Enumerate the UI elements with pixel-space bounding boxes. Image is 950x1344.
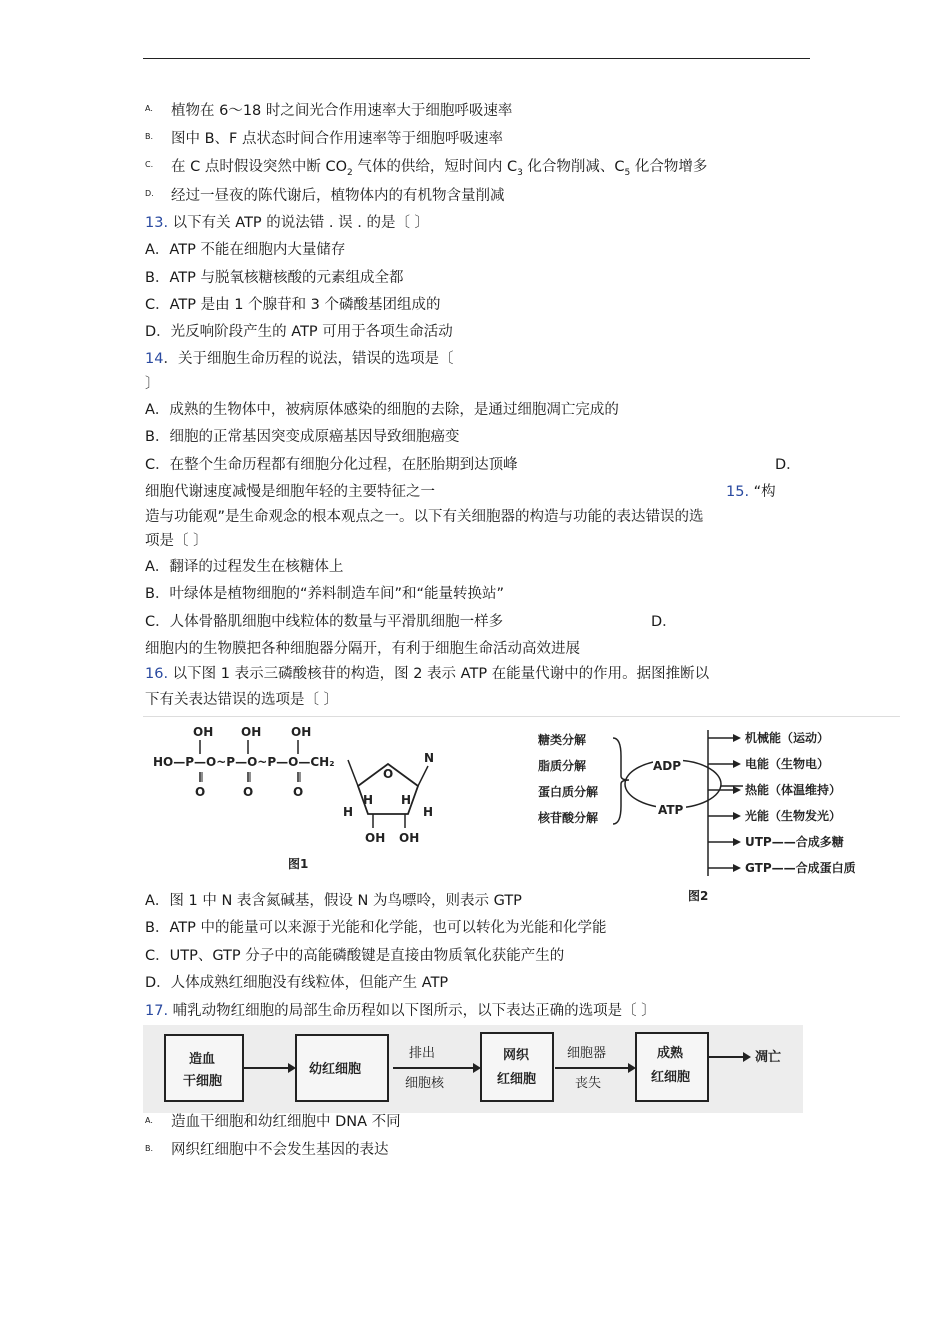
fig1-ring-o: O: [383, 767, 394, 781]
fig1-base-n: N: [424, 751, 435, 765]
flow-box4-line2: 红细胞: [651, 1070, 691, 1085]
fig2-use-4: 光能（生物发光）: [745, 809, 842, 823]
flow-arrow2-line2: 丧失: [575, 1076, 602, 1091]
fig2-caption: 图2: [688, 889, 709, 903]
fig2-use-3: 热能（体温维持）: [745, 783, 842, 797]
q16-option-a: A．图 1 中 N 表含氮碱基，假设 N 为鸟嘌呤，则表示 GTP: [145, 891, 528, 911]
q16-option-b: B．ATP 中的能量可以来源于光能和化学能，也可以转化为光能和化学能: [145, 920, 607, 936]
fig1-h-2: H: [401, 793, 412, 807]
q17-option-a-letter: A.: [145, 1116, 153, 1125]
fig2-use-6: GTP——合成蛋白质: [745, 861, 856, 875]
flow-box3-line2: 红细胞: [497, 1072, 537, 1087]
fig1-oh-3: OH: [291, 725, 312, 739]
q12-option-d-letter: D.: [145, 189, 154, 198]
q14-option-c: C．在整个生命历程都有细胞分化过程，在胚胎期到达顶峰: [145, 457, 518, 473]
q15-option-c: C．人体骨骼肌细胞中线粒体的数量与平滑肌细胞一样多: [145, 614, 504, 630]
q15-stem-end: 项是〔 〕: [145, 533, 208, 549]
q13-option-a: A．ATP 不能在细胞内大量储存: [145, 242, 346, 258]
fig2-source-2: 脂质分解: [538, 759, 587, 773]
q15-option-b: B．叶绿体是植物细胞的“养料制造车间”和“能量转换站”: [145, 586, 504, 602]
flow-arrow2-line1: 细胞器: [567, 1046, 607, 1061]
fig1-h-1: H: [363, 793, 374, 807]
fig2-atp: ATP: [658, 803, 684, 817]
q16-stem-2: 下有关表达错误的选项是〔 〕: [145, 692, 339, 708]
flow-arrow1-line1: 排出: [409, 1046, 436, 1061]
flow-box3-line1: 网织: [503, 1048, 530, 1063]
fig1-oh-bottom-2: OH: [399, 831, 420, 845]
fig2-use-5: UTP——合成多糖: [745, 835, 844, 849]
q17-stem: 17. 哺乳动物红细胞的局部生命历程如以下图所示，以下表达正确的选项是〔 〕: [145, 1003, 656, 1019]
flow-arrow1-line2: 细胞核: [405, 1076, 445, 1091]
fig2-use-2: 电能（生物电）: [745, 757, 830, 771]
q12-option-b: 图中 B、F 点状态时间合作用速率等于细胞呼吸速率: [171, 131, 504, 147]
q14-option-d: 细胞代谢速度减慢是细胞年轻的主要特征之一: [145, 484, 435, 500]
q14-stem-close: 〕: [145, 376, 160, 392]
fig1-o-2: O: [243, 785, 254, 799]
fig1-o-3: O: [293, 785, 304, 799]
q13-option-b: B．ATP 与脱氧核糖核酸的元素组成全都: [145, 270, 404, 286]
flow-box1-line2: 干细胞: [183, 1074, 223, 1089]
flow-end: 凋亡: [755, 1050, 782, 1065]
q12-option-c: 在 C 点时假设突然中断 $CO_2$ 气体的供给，短时间内 $C_3$ 化合物削减、$C_5$ 化合物增多: [171, 159, 708, 178]
fig2-arrows: [708, 734, 741, 872]
flow-box4-line1: 成熟: [657, 1046, 684, 1061]
fig1-oh-1: OH: [193, 725, 214, 739]
q14-option-d-letter: D．: [775, 457, 801, 473]
fig1-h-3: H: [343, 805, 354, 819]
q12-option-b-letter: B.: [145, 132, 154, 141]
fig1-o-1: O: [195, 785, 206, 799]
q14-option-a: A．成熟的生物体中，被病原体感染的细胞的去除，是通过细胞凋亡完成的: [145, 402, 619, 418]
fig1-phosphate-chain: HO—P—O~P—O~P—O—CH₂: [153, 755, 335, 769]
q12-option-a-letter: A.: [145, 104, 153, 113]
q15-option-a: A．翻译的过程发生在核糖体上: [145, 559, 344, 575]
q15-option-d: 细胞内的生物膜把各种细胞器分隔开，有利于细胞生命活动高效进展: [145, 641, 580, 657]
q13-option-d: D．光反响阶段产生的 ATP 可用于各项生命活动: [145, 324, 453, 340]
fig2-source-3: 蛋白质分解: [538, 785, 599, 799]
q16-stem: 16. 以下图 1 表示三磷酸核苷的构造，图 2 表示 ATP 在能量代谢中的作用。据图推断以: [145, 666, 710, 682]
q14-stem: 14．关于细胞生命历程的说法，错误的选项是〔: [145, 351, 454, 367]
q17-flow-figure: [143, 1025, 803, 1113]
fig2-use-1: 机械能（运动）: [745, 731, 830, 745]
fig1-h-4: H: [423, 805, 434, 819]
q13-option-c: C．ATP 是由 1 个腺苷和 3 个磷酸基团组成的: [145, 297, 441, 313]
fig1-oh-bottom-1: OH: [365, 831, 386, 845]
q17-option-b: 网织红细胞中不会发生基因的表达: [171, 1142, 389, 1158]
fig2-source-4: 核苷酸分解: [538, 811, 599, 825]
fig1-oh-2: OH: [241, 725, 262, 739]
q13-stem: 13. 以下有关 ATP 的说法错 . 误 . 的是〔 〕: [145, 215, 430, 231]
q17-option-a: 造血干细胞和幼红细胞中 DNA 不同: [171, 1114, 401, 1130]
flow-box1-line1: 造血: [189, 1052, 216, 1067]
q12-option-a: 植物在 6～18 时之间光合作用速率大于细胞呼吸速率: [171, 103, 513, 119]
fig1-structure: [153, 725, 434, 871]
q16-option-c: C．UTP、GTP 分子中的高能磷酸键是直接由物质氧化获能产生的: [145, 948, 565, 964]
header-rule: [143, 58, 810, 59]
q15-stem-start: 15. “构: [726, 484, 776, 500]
q16-figure: [143, 716, 900, 906]
fig2-source-1: 糖类分解: [538, 733, 587, 747]
q16-option-d: D．人体成熟红细胞没有线粒体，但能产生 ATP: [145, 975, 449, 991]
q12-option-c-letter: C.: [145, 160, 154, 169]
q15-option-d-letter: D．: [651, 614, 677, 630]
q15-stem: 造与功能观”是生命观念的根本观点之一。以下有关细胞器的构造与功能的表达错误的选: [145, 509, 704, 525]
fig2-diagram: [537, 730, 856, 903]
q14-option-b: B．细胞的正常基因突变成原癌基因导致细胞癌变: [145, 429, 460, 445]
flow-box2: 幼红细胞: [309, 1062, 362, 1077]
fig2-adp: ADP: [653, 759, 682, 773]
q16-figure-svg: [143, 716, 900, 906]
q12-option-d: 经过一昼夜的陈代谢后，植物体内的有机物含量削减: [171, 188, 505, 204]
q17-option-b-letter: B.: [145, 1144, 154, 1153]
q17-flow-svg: [143, 1025, 803, 1113]
fig1-caption: 图1: [288, 857, 309, 871]
